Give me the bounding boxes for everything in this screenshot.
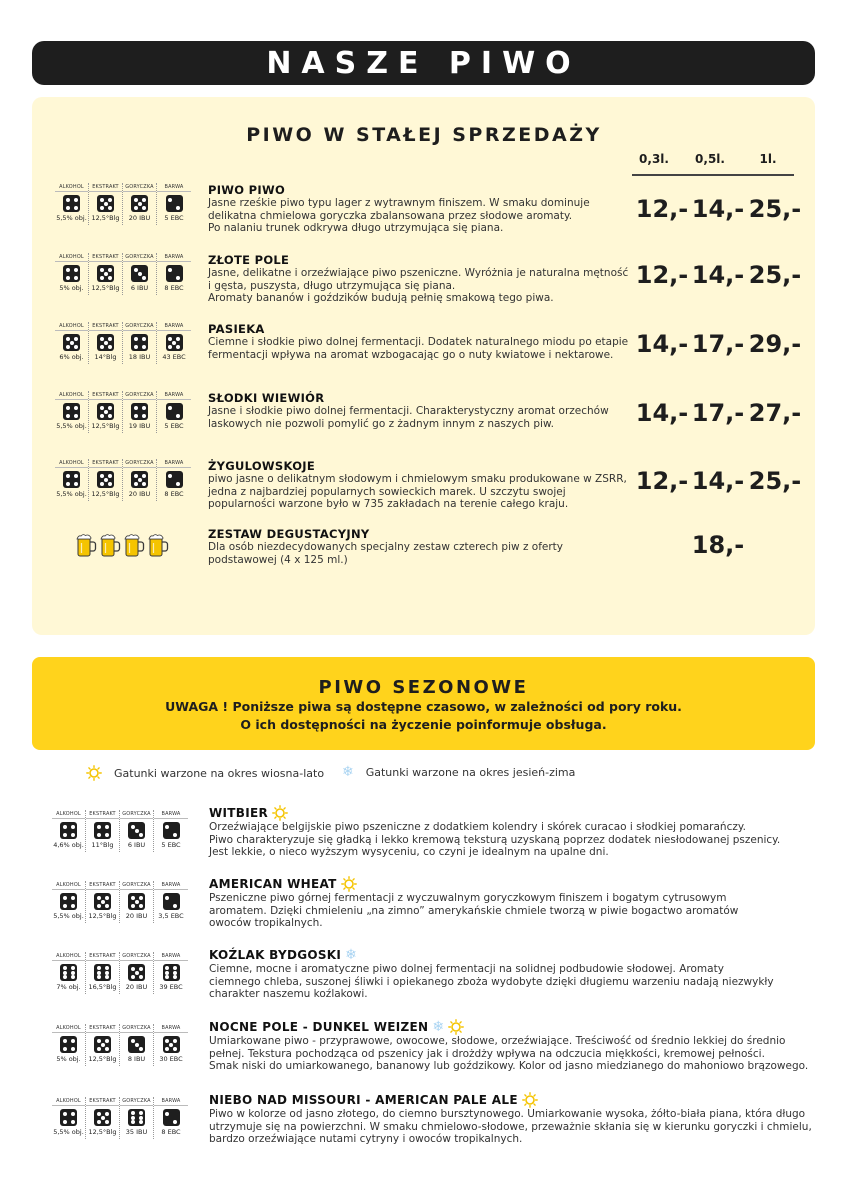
spec-bitterness [120,881,154,923]
price-large: 27,- [748,399,802,427]
dice-icon [97,403,114,420]
dice-icon [166,195,183,212]
spec-value: 12,5°Blg [91,422,120,430]
spec-value: 5,5% obj. [53,912,84,920]
spec-value: 43 EBC [162,353,186,361]
spec-value: 20 IBU [128,214,151,222]
spec-alcohol [55,183,89,225]
spec-value: 5,5% obj. [53,1128,84,1136]
spec-color [157,183,191,225]
spec-value: 19 IBU [128,422,151,430]
beer-mug-icon [147,533,169,555]
spec-value: 5 EBC [164,214,184,222]
price-large: 25,- [748,467,802,495]
spec-label: GORYCZKA [123,459,156,468]
spec-label: EKSTRAKT [86,952,119,961]
seasonal-notice-line: O ich dostępności na życzenie poinformuje obsługa. [240,717,607,732]
beer-name: PIWO PIWO [208,183,286,197]
legend-winter [342,765,575,779]
spec-bitterness [123,183,157,225]
beer-desc-line: Umiarkowane piwo - przyprawowe, owocowe, słodowe, orzeźwiające. Treściwość od średnio lekkiej do średnio [209,1035,786,1047]
spec-label: BARWA [154,881,188,890]
price-small: 14,- [635,399,689,427]
beer-specs [55,253,191,295]
beer-specs [52,1097,188,1139]
dice-icon [97,471,114,488]
price-small: 12,- [635,195,689,223]
snowflake-icon: ❄ [342,764,354,780]
dice-icon [131,265,148,282]
spec-label: GORYCZKA [120,1024,153,1033]
beer-name: NOCNE POLE - DUNKEL WEIZEN [209,1020,429,1034]
beer-desc-line: laskowych nie pozwoli pomylić go z żadnym innym z naszych piw. [208,417,554,430]
dice-icon [60,964,77,981]
spec-label: ALKOHOL [52,952,85,961]
size-header-large: 1l. [759,152,777,166]
spec-label: EKSTRAKT [86,881,119,890]
spec-label: GORYCZKA [120,881,153,890]
spec-extract [86,810,120,852]
spec-extract [86,1024,120,1066]
spec-value: 30 EBC [159,1055,183,1063]
beer-name: AMERICAN WHEAT [209,877,337,891]
spec-label: GORYCZKA [120,952,153,961]
spec-label: EKSTRAKT [86,1097,119,1106]
spec-label: ALKOHOL [52,1024,85,1033]
dice-icon [63,265,80,282]
spec-label: GORYCZKA [123,322,156,331]
beer-desc-line: Orzeźwiające belgijskie piwo pszeniczne z dodatkiem kolendry i skórek curacao i słodkiej pomarańczy. [209,821,746,833]
price-small: 12,- [635,467,689,495]
spec-extract [89,322,123,364]
dice-icon [128,822,145,839]
tasting-mugs [75,533,169,555]
beer-name: ZŁOTE POLE [208,253,290,267]
spec-value: 5% obj. [56,1055,81,1063]
spec-value: 20 IBU [125,983,148,991]
spec-extract [89,253,123,295]
beer-desc-line: Piwo charakteryzuje się gładką i lekko kremową teksturą uzyskaną poprzez dodatek niesłodowanej pszenicy. [209,833,781,846]
spec-color [154,952,188,994]
spec-label: ALKOHOL [55,183,88,192]
beer-desc-line: Jasne i słodkie piwo dolnej fermentacji. Charakterystyczny aromat orzechów [208,405,609,417]
spec-color [154,1024,188,1066]
header-bar [32,41,815,85]
spec-value: 12,5°Blg [91,490,120,498]
seasonal-section-title: PIWO SEZONOWE [318,677,529,698]
spec-bitterness [123,459,157,501]
spec-extract [89,391,123,433]
spec-value: 5,5% obj. [56,422,87,430]
dice-icon [63,195,80,212]
beer-specs [55,391,191,433]
beer-desc-line: Aromaty bananów i goździków budują pełnię smakową tego piwa. [208,292,554,304]
legend-summer [86,765,324,781]
spec-label: EKSTRAKT [89,459,122,468]
spec-value: 6% obj. [59,353,84,361]
price-large: 25,- [748,261,802,289]
spec-label: GORYCZKA [123,183,156,192]
spec-value: 5 EBC [161,841,181,849]
beer-name-wrap [209,1019,464,1035]
spec-value: 3,5 EBC [158,912,184,920]
snowflake-icon: ❄ [432,1019,445,1035]
dice-icon [63,403,80,420]
spec-alcohol [55,391,89,433]
spec-label: ALKOHOL [55,391,88,400]
beer-name-wrap [209,1092,538,1108]
price-medium: 17,- [691,330,745,358]
dice-icon [63,334,80,351]
beer-name: SŁODKI WIEWIÓR [208,391,325,405]
spec-label: BARWA [157,459,191,468]
dice-icon [60,822,77,839]
spec-value: 8 EBC [164,284,184,292]
spec-alcohol [55,459,89,501]
spec-label: EKSTRAKT [86,1024,119,1033]
spec-bitterness [123,322,157,364]
price-medium: 14,- [691,467,745,495]
beer-mug-icon [123,533,145,555]
spec-value: 5,5% obj. [56,490,87,498]
beer-name-wrap [209,876,357,892]
spec-bitterness [120,810,154,852]
spec-bitterness [120,1024,154,1066]
beer-specs [52,810,188,852]
spec-value: 6 IBU [127,841,146,849]
spec-value: 39 EBC [159,983,183,991]
spec-value: 6 IBU [130,284,149,292]
beer-specs [55,322,191,364]
spec-value: 12,5°Blg [88,1128,117,1136]
dice-icon [60,893,77,910]
spec-label: BARWA [154,952,188,961]
spec-color [157,253,191,295]
dice-icon [94,1036,111,1053]
spec-label: GORYCZKA [123,253,156,262]
spec-value: 4,6% obj. [53,841,84,849]
dice-icon [60,1036,77,1053]
spec-value: 20 IBU [128,490,151,498]
spec-alcohol [52,810,86,852]
spec-label: EKSTRAKT [89,391,122,400]
spec-extract [86,952,120,994]
spec-value: 12,5°Blg [88,912,117,920]
beer-desc-line: utrzymuje się na powierzchni. W smaku chmielowo-słodowe, przeważnie skłania się w kierunku goryczki i chmielu, [209,1120,812,1133]
legend-winter-label: Gatunki warzone na okres jesień-zima [365,765,576,779]
spec-label: ALKOHOL [52,810,85,819]
dice-icon [128,1036,145,1053]
spec-extract [89,459,123,501]
spec-label: BARWA [154,1024,188,1033]
spec-value: 8 IBU [127,1055,146,1063]
beer-name: WITBIER [209,806,269,820]
spec-label: GORYCZKA [123,391,156,400]
beer-specs [52,952,188,994]
snowflake-icon: ❄ [345,947,358,963]
spec-value: 12,5°Blg [91,284,120,292]
seasonal-panel [32,657,815,750]
spec-label: BARWA [157,391,191,400]
dice-icon [163,964,180,981]
spec-label: ALKOHOL [52,1097,85,1106]
spec-value: 16,5°Blg [88,983,117,991]
beer-desc-line: Dla osób niezdecydowanych specjalny zestaw czterech piw z oferty [208,541,564,553]
beer-name-wrap [209,948,357,962]
spec-label: ALKOHOL [52,881,85,890]
spec-value: 14°Blg [94,353,117,361]
size-header-small: 0,3l. [639,152,669,166]
spec-alcohol [52,1097,86,1139]
spec-label: EKSTRAKT [86,810,119,819]
beer-desc-line: piwo jasne o delikatnym słodowym i chmielowym smaku produkowane w ZSRR, [208,473,627,485]
beer-desc-line: Jasne, delikatne i orzeźwiające piwo pszeniczne. Wyróżnia je naturalna mętność [208,267,629,279]
beer-desc-line: Jasne rześkie piwo typu lager z wytrawnym finiszem. W smaku dominuje [208,197,590,209]
spec-value: 11°Blg [91,841,114,849]
beer-desc-line: Ciemne i słodkie piwo dolnej fermentacji. Dodatek naturalnego miodu po etapie [208,336,629,348]
dice-icon [97,334,114,351]
price-medium: 17,- [691,399,745,427]
dice-icon [131,334,148,351]
dice-icon [94,893,111,910]
spec-color [157,391,191,433]
beer-desc-line: pełnej. Tekstura pochodząca od pszenicy jak i drożdży wpływa na odczucia miękkości, kremowej pełności. [209,1047,765,1060]
beer-desc-line: owoców tropikalnych. [209,917,323,929]
spec-label: EKSTRAKT [89,322,122,331]
spec-alcohol [52,1024,86,1066]
beer-name: NIEBO NAD MISSOURI - AMERICAN PALE ALE [209,1093,518,1107]
beer-name: ZESTAW DEGUSTACYJNY [208,527,370,541]
spec-label: BARWA [154,1097,188,1106]
spec-value: 35 IBU [125,1128,148,1136]
sun-icon [341,876,357,892]
dice-icon [97,265,114,282]
beer-desc-line: bardzo orzeźwiające nutami cytryny i owoców tropikalnych. [209,1133,523,1145]
spec-label: ALKOHOL [55,253,88,262]
dice-icon [163,1109,180,1126]
beer-desc-line: Po nalaniu trunek odkrywa długo utrzymująca się piana. [208,222,504,234]
spec-label: BARWA [154,810,188,819]
price-medium: 14,- [691,195,745,223]
spec-color [157,459,191,501]
spec-label: ALKOHOL [55,322,88,331]
spec-label: EKSTRAKT [89,253,122,262]
spec-alcohol [55,322,89,364]
dice-icon [60,1109,77,1126]
dice-icon [166,334,183,351]
page-title: NASZE PIWO [266,45,581,81]
beer-desc-line: Smak niski do umiarkowanego, bananowy lub goździkowy. Kolor od jasno miedzianego do mahoniowo brązowego. [209,1060,809,1072]
seasonal-notice-line: UWAGA ! Poniższe piwa są dostępne czasowo, w zależności od pory roku. [165,699,682,714]
beer-desc-line: Piwo w kolorze od jasno złotego, do ciemno bursztynowego. Umiarkowanie wysoka, żółto-biała piana, która długo [209,1108,806,1120]
sun-icon [272,805,288,821]
price-large: 25,- [748,195,802,223]
spec-color [154,810,188,852]
beer-desc-line: ciemnego chleba, suszonej śliwki i opiekanego zboża wydobyte dzięki długiemu warzeniu nadają niezwykły [209,975,774,988]
beer-name: ŻYGULOWSKOJE [208,459,316,473]
spec-value: 12,5°Blg [88,1055,117,1063]
dice-icon [128,893,145,910]
beer-desc-line: Ciemne, mocne i aromatyczne piwo dolnej fermentacji na solidnej podbudowie słodowej. Aromaty [209,963,724,975]
spec-bitterness [123,253,157,295]
spec-bitterness [123,391,157,433]
dice-icon [63,471,80,488]
spec-value: 20 IBU [125,912,148,920]
dice-icon [94,1109,111,1126]
dice-icon [166,403,183,420]
spec-color [154,881,188,923]
spec-value: 8 EBC [164,490,184,498]
price-small: 12,- [635,261,689,289]
price-large: 29,- [748,330,802,358]
beer-desc-line: delikatna chmielowa goryczka zbalansowana przez słodowe aromaty. [208,209,573,222]
beer-specs [55,459,191,501]
spec-extract [86,1097,120,1139]
dice-icon [128,1109,145,1126]
price-medium: 14,- [691,261,745,289]
sun-icon [86,765,102,781]
spec-extract [86,881,120,923]
beer-mug-icon [75,533,97,555]
spec-extract [89,183,123,225]
spec-value: 5 EBC [164,422,184,430]
sun-icon [448,1019,464,1035]
spec-color [154,1097,188,1139]
beer-desc-line: fermentacji wpływa na aromat wzbogacając go o nuty kwiatowe i nektarowe. [208,348,614,361]
beer-specs [55,183,191,225]
spec-value: 18 IBU [128,353,151,361]
beer-desc-line: Pszeniczne piwo górnej fermentacji z wyczuwalnym goryczkowym finiszem i bogatym cytrusowym [209,892,727,904]
spec-label: GORYCZKA [120,810,153,819]
spec-label: ALKOHOL [55,459,88,468]
spec-value: 5% obj. [59,284,84,292]
spec-label: BARWA [157,183,191,192]
beer-desc-line: i gęsta, puszysta, długo utrzymująca się piana. [208,279,456,292]
tasting-price: 18,- [691,531,745,559]
dice-icon [128,964,145,981]
beer-desc-line: charakter naszemu koźlakowi. [209,988,368,1000]
spec-value: 5,5% obj. [56,214,87,222]
dice-icon [166,265,183,282]
beer-name: PASIEKA [208,322,265,336]
size-header-medium: 0,5l. [695,152,725,166]
legend-summer-label: Gatunki warzone na okres wiosna-lato [114,766,325,780]
spec-alcohol [55,253,89,295]
beer-desc-line: popularności warzone było w 735 zakładach na terenie całego kraju. [208,498,569,510]
spec-value: 12,5°Blg [91,214,120,222]
dice-icon [163,822,180,839]
dice-icon [94,822,111,839]
spec-label: BARWA [157,322,191,331]
dice-icon [131,403,148,420]
beer-name: KOŹLAK BYDGOSKI [209,948,342,962]
dice-icon [163,893,180,910]
spec-alcohol [52,952,86,994]
beer-specs [52,881,188,923]
dice-icon [166,471,183,488]
price-small: 14,- [635,330,689,358]
beer-desc-line: podstawowej (4 x 125 ml.) [208,553,348,566]
dice-icon [94,964,111,981]
spec-color [157,322,191,364]
spec-bitterness [120,952,154,994]
beer-desc-line: Jest lekkie, o nieco wyższym wysyceniu, co czyni je idealnym na upalne dni. [209,846,609,858]
size-header-divider [632,174,794,176]
dice-icon [163,1036,180,1053]
spec-alcohol [52,881,86,923]
spec-value: 8 EBC [161,1128,181,1136]
spec-label: BARWA [157,253,191,262]
spec-label: GORYCZKA [120,1097,153,1106]
sun-icon [522,1092,538,1108]
beer-mug-icon [99,533,121,555]
beer-specs [52,1024,188,1066]
spec-label: EKSTRAKT [89,183,122,192]
beer-desc-line: jedna z najbardziej popularnych sowieckich marek. U szczytu swojej [208,485,566,498]
beer-desc-line: aromatem. Dzięki chmieleniu „na zimno” amerykańskie chmiele tworzą w piwie bogactwo aromatów [209,904,739,917]
spec-bitterness [120,1097,154,1139]
dice-icon [97,195,114,212]
spec-value: 7% obj. [56,983,81,991]
dice-icon [131,195,148,212]
beer-name-wrap [209,805,288,821]
standard-section-title: PIWO W STAŁEJ SPRZEDAŻY [246,124,602,146]
dice-icon [131,471,148,488]
